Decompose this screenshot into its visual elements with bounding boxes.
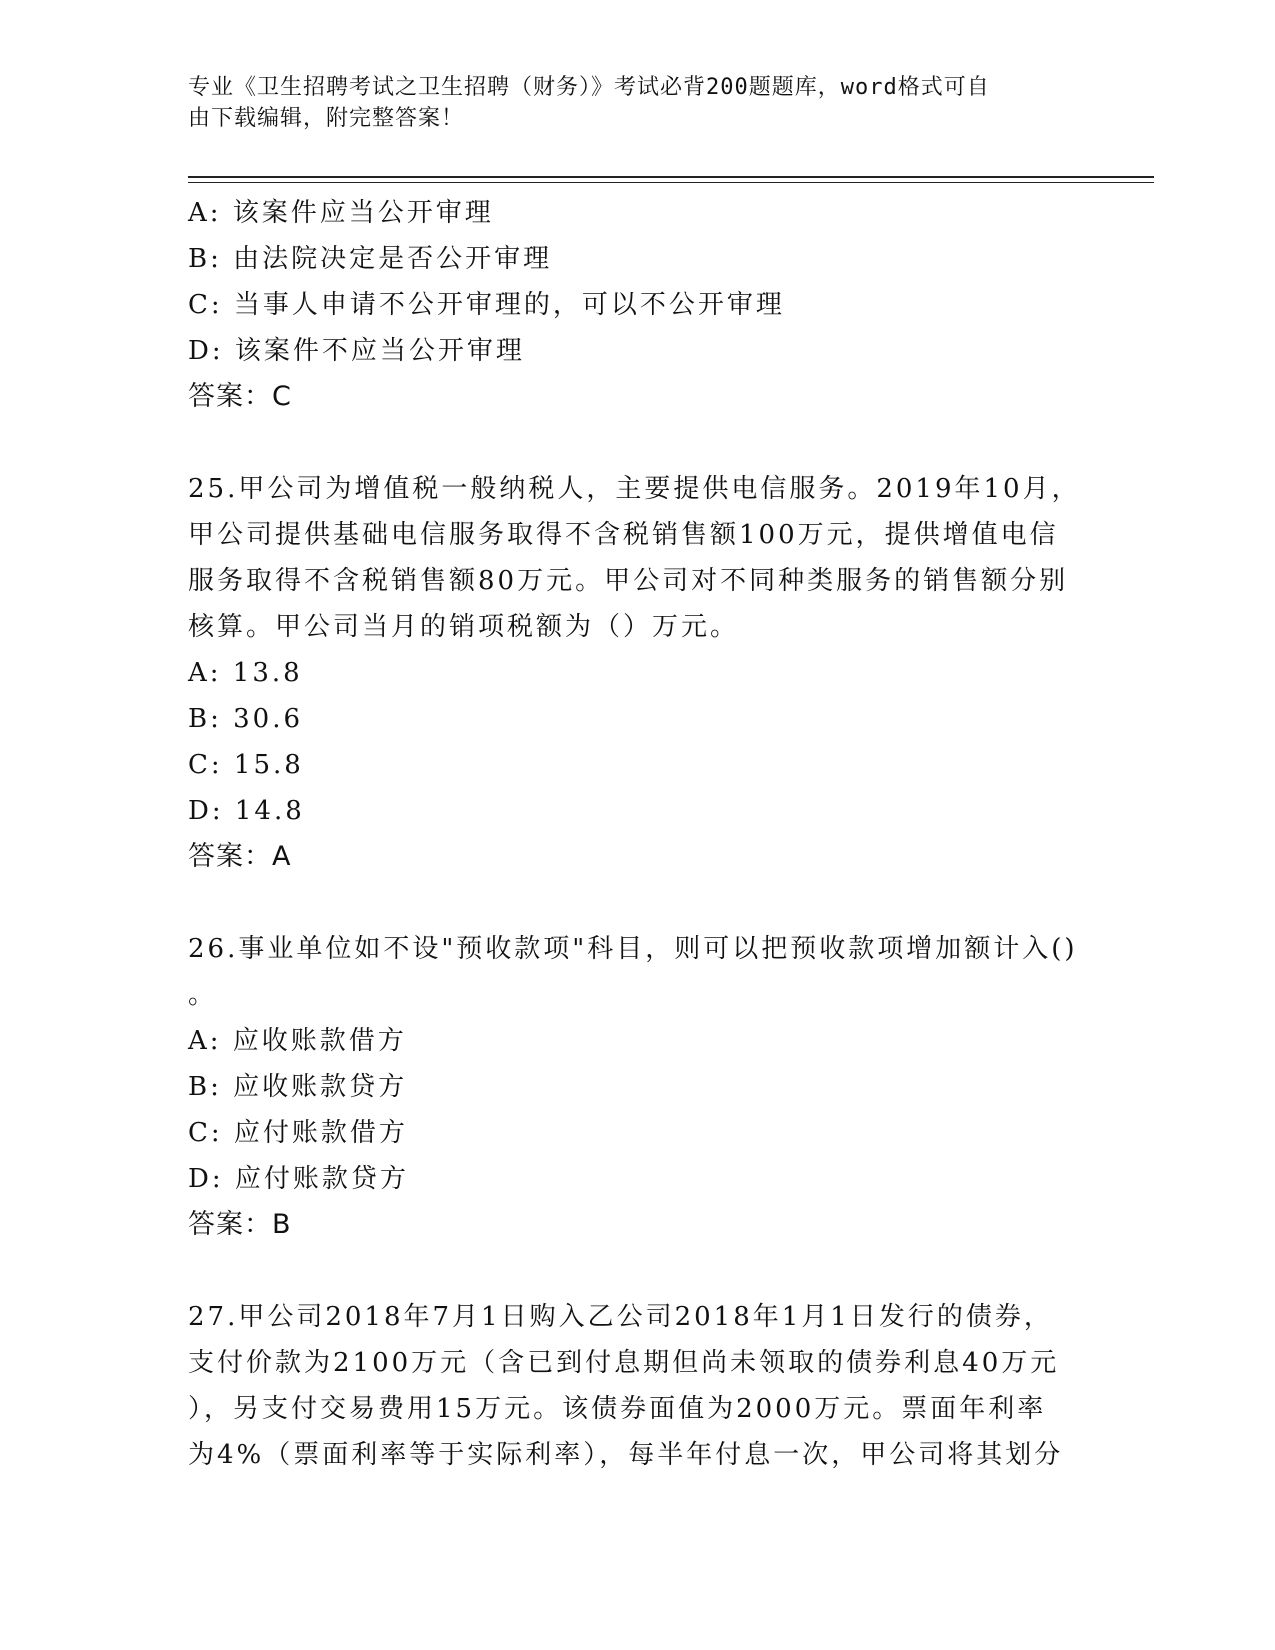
spacer (188, 420, 1088, 466)
option-a: A: 13.8 (188, 658, 303, 688)
stem-line: 为4%（票面利率等于实际利率），每半年付息一次，甲公司将其划分 (188, 1440, 1064, 1470)
answer-label: 答案：A (188, 841, 292, 872)
question-27 (188, 1294, 1088, 1478)
question-list (188, 190, 1088, 1478)
option-c: C: 当事人申请不公开审理的，可以不公开审理 (188, 290, 785, 320)
option-c: C: 15.8 (188, 750, 304, 780)
stem-line: 核算。甲公司当月的销项税额为（）万元。 (188, 612, 740, 642)
header-divider-thick (188, 176, 1154, 178)
question-stem (188, 466, 1088, 650)
stem-line: 。 (188, 980, 218, 1010)
option-c: C: 应付账款借方 (188, 1118, 408, 1148)
question-stem (188, 926, 1088, 1018)
option-b: B: 由法院决定是否公开审理 (188, 244, 553, 274)
option-a: A: 该案件应当公开审理 (188, 198, 494, 228)
stem-line: 服务取得不含税销售额80万元。甲公司对不同种类服务的销售额分别 (188, 566, 1069, 596)
option-d: D: 14.8 (188, 796, 305, 826)
question-25 (188, 466, 1088, 880)
option-d: D: 应付账款贷方 (188, 1164, 409, 1194)
question-24 (188, 190, 1088, 420)
option-b: B: 应收账款贷方 (188, 1072, 408, 1102)
spacer (188, 1248, 1088, 1294)
header-line-2: 由下载编辑，附完整答案！ (188, 106, 465, 131)
stem-line: 26.事业单位如不设"预收款项"科目，则可以把预收款项增加额计入() (188, 934, 1078, 964)
option-d: D: 该案件不应当公开审理 (188, 336, 525, 366)
stem-line: 27.甲公司2018年7月1日购入乙公司2018年1月1日发行的债券， (188, 1302, 1053, 1332)
stem-line: ），另支付交易费用15万元。该债券面值为2000万元。票面年利率 (188, 1394, 1047, 1424)
answer-label: 答案：C (188, 381, 292, 412)
option-b: B: 30.6 (188, 704, 304, 734)
question-26 (188, 926, 1088, 1248)
stem-line: 支付价款为2100万元（含已到付息期但尚未领取的债券利息40万元 (188, 1348, 1060, 1378)
document-header (188, 72, 1068, 134)
answer-label: 答案：B (188, 1209, 292, 1240)
question-stem (188, 1294, 1088, 1478)
stem-line: 甲公司提供基础电信服务取得不含税销售额100万元，提供增值电信 (188, 520, 1059, 550)
header-line-1: 专业《卫生招聘考试之卫生招聘（财务）》考试必背200题题库，word格式可自 (188, 75, 990, 100)
spacer (188, 880, 1088, 926)
stem-line: 25.甲公司为增值税一般纳税人，主要提供电信服务。2019年10月， (188, 474, 1081, 504)
option-a: A: 应收账款借方 (188, 1026, 407, 1056)
header-divider-thin (188, 182, 1154, 183)
